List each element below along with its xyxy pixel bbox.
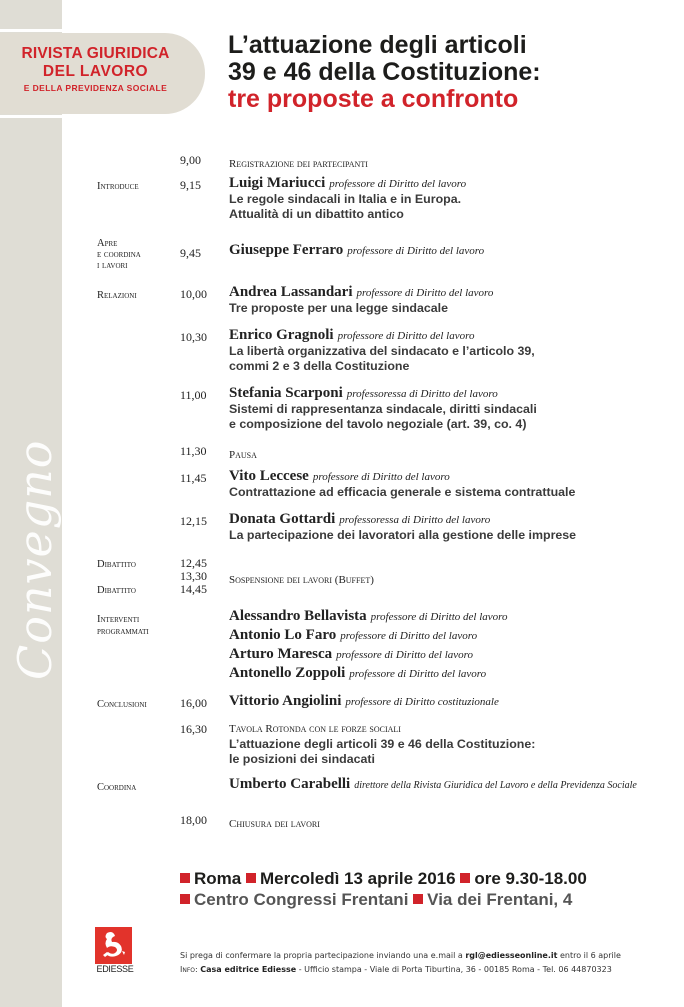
item-time: 16,00 bbox=[180, 696, 207, 710]
talk-title: Contrattazione ad efficacia generale e sistema contrattuale bbox=[229, 485, 576, 499]
title-line3: tre proposte a confronto bbox=[228, 85, 519, 113]
item-note: Pausa bbox=[229, 449, 257, 461]
ediesse-logo bbox=[95, 927, 132, 964]
speaker-name: Vito Leccese bbox=[229, 468, 309, 484]
event-details bbox=[180, 868, 587, 910]
page-title bbox=[228, 32, 541, 113]
info-line bbox=[180, 965, 612, 974]
speaker bbox=[229, 468, 575, 485]
speaker bbox=[229, 327, 535, 344]
speaker bbox=[229, 385, 537, 402]
bullet-square-icon bbox=[246, 873, 256, 883]
speaker-name: Enrico Gragnoli bbox=[229, 327, 334, 343]
rsvp-deadline: entro il 6 aprile bbox=[557, 951, 621, 960]
speaker bbox=[229, 665, 508, 684]
event-address: Via dei Frentani, 4 bbox=[427, 890, 573, 909]
item-time: 9,15 bbox=[180, 178, 201, 192]
event-line1 bbox=[180, 868, 587, 889]
item-time: 10,00 bbox=[180, 287, 207, 301]
title-line1: L’attuazione degli articoli bbox=[228, 31, 527, 59]
item-time: 18,00 bbox=[180, 813, 207, 827]
speaker bbox=[229, 175, 466, 192]
journal-name-line2: DEL LAVORO bbox=[42, 63, 149, 80]
speaker bbox=[229, 511, 576, 528]
event-city: Roma bbox=[194, 869, 242, 888]
item-time: 16,30 bbox=[180, 722, 207, 736]
item-note: Sospensione dei lavori (Buffet) bbox=[229, 574, 374, 586]
item-time: 14,45 bbox=[180, 582, 207, 596]
speaker-role: professore di Diritto del lavoro bbox=[329, 178, 467, 190]
speaker-role: professore di Diritto del lavoro bbox=[370, 611, 508, 623]
item-label: Relazioni bbox=[97, 290, 137, 301]
talk-title: Tre proposte per una legge sindacale bbox=[229, 301, 448, 315]
item-label: i lavori bbox=[97, 260, 128, 271]
convegno-watermark: Convegno bbox=[8, 439, 62, 680]
event-line2 bbox=[180, 889, 587, 910]
item-label: Coordina bbox=[97, 782, 137, 793]
item-label: Apre bbox=[97, 238, 118, 249]
item-label: Introduce bbox=[97, 181, 139, 192]
event-date: Mercoledì 13 aprile 2016 bbox=[259, 869, 456, 888]
info-details: - Ufficio stampa - Viale di Porta Tiburtina, 36 - 00185 Roma - Tel. 06 44870323 bbox=[296, 965, 612, 974]
rsvp-text: Si prega di confermare la propria partecipazione inviando una e.mail a bbox=[180, 951, 466, 960]
talk-title: e composizione del tavolo negoziale (art. 39, co. 4) bbox=[229, 417, 527, 431]
item-time: 11,30 bbox=[180, 444, 207, 458]
sidebar-gap bbox=[0, 29, 62, 32]
speaker-name: Giuseppe Ferraro bbox=[229, 242, 344, 258]
speaker-role: professore di Diritto del lavoro bbox=[347, 245, 485, 257]
talk-title: Le regole sindacali in Italia e in Europa. bbox=[229, 192, 462, 206]
speaker bbox=[229, 284, 493, 301]
item-note: Registrazione dei partecipanti bbox=[229, 158, 368, 170]
speaker bbox=[229, 242, 484, 259]
speaker-role: professoressa di Diritto del lavoro bbox=[339, 514, 491, 526]
speaker-role: professore di Diritto del lavoro bbox=[337, 330, 475, 342]
speaker-name: Andrea Lassandari bbox=[229, 284, 353, 300]
speaker bbox=[229, 776, 637, 793]
publisher-name: EDIESSE bbox=[96, 964, 134, 974]
item-label: programmati bbox=[97, 626, 149, 637]
talk-title: le posizioni dei sindacati bbox=[229, 752, 375, 766]
bullet-square-icon bbox=[180, 873, 190, 883]
journal-name-line3: E DELLA PREVIDENZA SOCIALE bbox=[23, 83, 168, 93]
item-label: e coordina bbox=[97, 249, 141, 260]
journal-name-line1: RIVISTA GIURIDICA bbox=[21, 45, 170, 62]
speaker bbox=[229, 693, 499, 710]
item-label: Dibattito bbox=[97, 585, 136, 596]
info-org: Casa editrice Ediesse bbox=[200, 965, 297, 974]
speaker-role: direttore della Rivista Giuridica del Lavoro e della Previdenza Sociale bbox=[354, 780, 637, 791]
speaker-name: Luigi Mariucci bbox=[229, 175, 326, 191]
item-label: Dibattito bbox=[97, 559, 136, 570]
rsvp-line bbox=[180, 951, 621, 960]
event-venue: Centro Congressi Frentani bbox=[194, 890, 409, 909]
speaker-role: professore di Diritto del lavoro bbox=[336, 649, 474, 661]
speaker-role: professore di Diritto del lavoro bbox=[340, 630, 478, 642]
item-time: 10,30 bbox=[180, 330, 207, 344]
item-label: Conclusioni bbox=[97, 699, 147, 710]
speaker-role: professore di Diritto costituzionale bbox=[345, 696, 499, 708]
event-hours: ore 9.30-18.00 bbox=[474, 869, 587, 888]
speaker-name: Antonio Lo Faro bbox=[229, 627, 337, 643]
speaker-name: Alessandro Bellavista bbox=[229, 608, 367, 624]
speaker bbox=[229, 608, 508, 627]
journal-badge bbox=[0, 33, 205, 114]
speaker-name: Umberto Carabelli bbox=[229, 776, 351, 792]
bullet-square-icon bbox=[413, 894, 423, 904]
item-label: Interventi bbox=[97, 614, 140, 625]
item-time: 13,30 bbox=[180, 569, 207, 583]
talk-title: La partecipazione dei lavoratori alla gestione delle imprese bbox=[229, 528, 577, 542]
talk-title: commi 2 e 3 della Costituzione bbox=[229, 359, 410, 373]
speaker-role: professoressa di Diritto del lavoro bbox=[346, 388, 498, 400]
speaker-name: Arturo Maresca bbox=[229, 646, 333, 662]
speaker bbox=[229, 627, 508, 646]
talk-title: La libertà organizzativa del sindacato e l’articolo 39, bbox=[229, 344, 535, 358]
speaker bbox=[229, 646, 508, 665]
item-note: Chiusura dei lavori bbox=[229, 818, 320, 830]
item-time: 9,00 bbox=[180, 153, 201, 167]
item-time: 11,45 bbox=[180, 471, 207, 485]
item-time: 11,00 bbox=[180, 388, 207, 402]
item-time: 12,45 bbox=[180, 556, 207, 570]
item-time: 12,15 bbox=[180, 514, 207, 528]
info-label: Info: bbox=[180, 965, 198, 974]
speaker-role: professore di Diritto del lavoro bbox=[349, 668, 487, 680]
speaker-name: Stefania Scarponi bbox=[229, 385, 343, 401]
title-line2: 39 e 46 della Costituzione: bbox=[228, 58, 541, 86]
seahorse-icon bbox=[95, 927, 132, 964]
item-note: Tavola Rotonda con le forze sociali bbox=[229, 723, 401, 735]
item-time: 9,45 bbox=[180, 246, 201, 260]
speaker-name: Vittorio Angiolini bbox=[229, 693, 342, 709]
talk-title: Attualità di un dibattito antico bbox=[229, 207, 404, 221]
bullet-square-icon bbox=[460, 873, 470, 883]
rsvp-email-link[interactable]: rgl@ediesseonline.it bbox=[465, 951, 558, 960]
speaker-name: Antonello Zoppoli bbox=[229, 665, 346, 681]
sidebar-gap bbox=[0, 115, 62, 118]
speaker-role: professore di Diritto del lavoro bbox=[312, 471, 450, 483]
talk-title: L’attuazione degli articoli 39 e 46 della Costituzione: bbox=[229, 737, 536, 751]
speaker-name: Donata Gottardi bbox=[229, 511, 336, 527]
bullet-square-icon bbox=[180, 894, 190, 904]
speaker-role: professore di Diritto del lavoro bbox=[356, 287, 494, 299]
talk-title: Sistemi di rappresentanza sindacale, diritti sindacali bbox=[229, 402, 537, 416]
